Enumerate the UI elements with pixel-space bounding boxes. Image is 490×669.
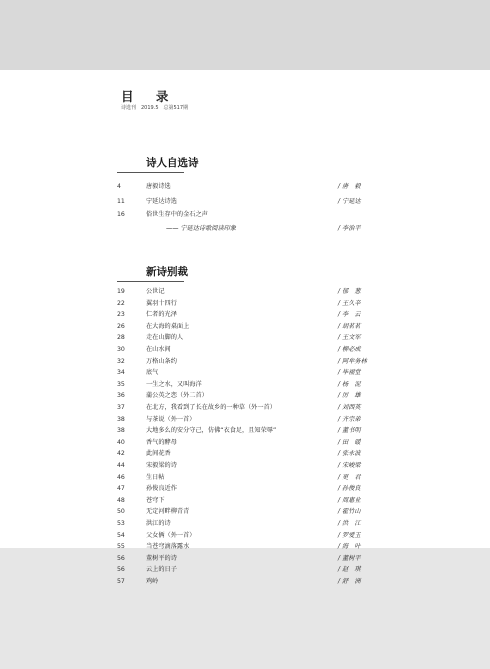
entry-title: 底气 [146, 369, 159, 377]
entry-author: / 更 君 [338, 473, 361, 481]
toc-entry[interactable] [0, 309, 490, 321]
entry-page-number: 23 [117, 311, 125, 319]
entry-title: 仁者的光泽 [146, 311, 177, 319]
entry-author: / 柳必成 [338, 346, 361, 353]
entry-title: 走在山脚的人 [146, 334, 184, 342]
toc-entry[interactable] [0, 472, 490, 484]
entry-title: 一生之水，又叫海洋 [146, 380, 202, 388]
entry-title: 孙俊良近作 [146, 485, 177, 493]
toc-entry[interactable] [0, 460, 490, 472]
entry-title: 父女俩（外一首） [146, 531, 196, 539]
toc-entry[interactable] [0, 321, 490, 333]
entry-title: 在山水间 [146, 346, 171, 353]
entry-page-number: 54 [117, 531, 125, 539]
entry-title: 洪江的诗 [146, 520, 171, 527]
toc-entry[interactable] [0, 576, 490, 588]
entry-title: 此间花香 [146, 450, 171, 458]
toc-entry[interactable] [0, 390, 490, 402]
entry-page-number: 40 [117, 438, 125, 446]
toc-entry[interactable] [0, 181, 490, 193]
entry-page-number: 48 [117, 496, 125, 504]
section-underline [117, 281, 184, 282]
toc-entry[interactable] [0, 209, 490, 221]
entry-page-number: 42 [117, 450, 125, 458]
entry-author: / 海 叶 [338, 543, 361, 551]
toc-entry[interactable] [0, 448, 490, 460]
entry-page-number: 50 [117, 508, 125, 516]
entry-page-number: 55 [117, 543, 125, 551]
entry-author: / 洪 江 [338, 520, 361, 527]
entry-page-number: 28 [117, 334, 125, 342]
entry-author: / 董树平 [338, 554, 361, 562]
entry-title: 宋毅梁的诗 [146, 462, 177, 469]
entry-author: / 唐 毅 [338, 183, 361, 190]
entry-author: / 霍竹山 [338, 508, 361, 516]
entry-page-number: 46 [117, 473, 125, 481]
entry-author: / 阿牟务林 [338, 357, 367, 365]
entry-page-number: 34 [117, 369, 125, 377]
toc-entry[interactable] [0, 425, 490, 437]
entry-title: 俗世生存中的金石之声 [146, 211, 208, 218]
entry-author: / 厉 雄 [338, 392, 361, 400]
entry-author: / 罗爱玉 [338, 531, 361, 539]
issue-info: 诗选刊 2019.5 总第517期 [121, 105, 189, 111]
toc-entry[interactable] [0, 367, 490, 379]
entry-title: 香气的酵母 [146, 438, 177, 446]
entry-page-number: 53 [117, 520, 125, 527]
toc-entry[interactable] [0, 298, 490, 310]
entry-page-number: 47 [117, 485, 125, 493]
toc-entry[interactable] [0, 530, 490, 542]
toc-entry[interactable] [0, 286, 490, 298]
entry-title: 生日帖 [146, 473, 165, 481]
entry-author: / 周惠业 [338, 496, 361, 504]
entry-title: 与茶说（外一首） [146, 415, 196, 423]
entry-page-number: 37 [117, 404, 125, 411]
entry-author: / 宋峻梁 [338, 462, 361, 469]
toc-entry[interactable] [0, 483, 490, 495]
entry-page-number: 4 [117, 183, 121, 190]
entry-page-number: 56 [117, 554, 125, 562]
section-title: 诗人自选诗 [146, 157, 199, 169]
toc-entry[interactable] [0, 402, 490, 414]
entry-title: 翼羽十四行 [146, 299, 177, 307]
entry-author: / 孙俊良 [338, 485, 361, 493]
entry-page-number: 38 [117, 427, 125, 435]
entry-author: / 舒 洲 [338, 578, 361, 585]
toc-entry[interactable] [0, 553, 490, 565]
entry-page-number: 44 [117, 462, 125, 469]
entry-author: / 赵 琪 [338, 566, 361, 574]
entry-page-number: 26 [117, 322, 125, 330]
entry-title: 公世记 [146, 288, 165, 295]
entry-title: 万格山条约 [146, 357, 177, 365]
toc-entry[interactable] [0, 196, 490, 208]
toc-entry[interactable] [0, 495, 490, 507]
entry-page-number: 35 [117, 380, 125, 388]
entry-author: / 郁 葱 [338, 288, 361, 295]
entry-title: 大地多么的安分守己，仿佛“衣食足，且知荣辱” [146, 427, 277, 435]
entry-author: / 王文军 [338, 334, 361, 342]
entry-title: 宁延达诗选 [146, 198, 177, 205]
entry-author: / 宁延达 [338, 198, 361, 205]
entry-page-number: 56 [117, 566, 125, 574]
entry-page-number: 38 [117, 415, 125, 423]
entry-title: 唐毅诗选 [146, 183, 171, 190]
entry-title: 苍穹下 [146, 496, 165, 504]
toc-entry[interactable] [0, 564, 490, 576]
entry-title: 无定河畔柳青青 [146, 508, 190, 516]
entry-author: / 齐宗弟 [338, 415, 361, 423]
entry-author: / 田 暖 [338, 438, 361, 446]
entry-title: 云上的日子 [146, 566, 177, 574]
entry-title: 蒲公英之恋（外二首） [146, 392, 208, 400]
entry-title: 董树平的诗 [146, 554, 177, 562]
toc-entry[interactable] [0, 223, 490, 235]
entry-page-number: 19 [117, 288, 125, 295]
entry-title: 当苍穹滴落露水 [146, 543, 190, 551]
entry-page-number: 16 [117, 211, 125, 218]
toc-entry[interactable] [0, 344, 490, 356]
entry-author: / 张永波 [338, 450, 361, 458]
entry-author: / 杨 泥 [338, 380, 361, 388]
entry-title: 在北方，我看到了长在故乡的一种草（外一首） [146, 404, 276, 411]
entry-author: / 李 云 [338, 311, 361, 319]
page-title: 目 录 [121, 89, 178, 104]
toc-entry[interactable] [0, 414, 490, 426]
toc-entry[interactable] [0, 506, 490, 518]
entry-author: / 刘西英 [338, 404, 361, 411]
entry-author: / 王久辛 [338, 299, 361, 307]
entry-title: 在大海的桌面上 [146, 322, 190, 330]
entry-author: / 董书明 [338, 427, 361, 435]
toc-entry[interactable] [0, 332, 490, 344]
entry-page-number: 32 [117, 357, 125, 365]
entry-page-number: 22 [117, 299, 125, 307]
entry-page-number: 36 [117, 392, 125, 400]
toc-entry[interactable] [0, 518, 490, 530]
toc-entry[interactable] [0, 437, 490, 449]
entry-author: / 毕福堂 [338, 369, 361, 377]
entry-title: 鸡岭 [146, 578, 159, 585]
entry-author: / 胡茗茗 [338, 322, 361, 330]
entry-page-number: 57 [117, 578, 125, 585]
entry-title: —— 宁延达诗歌阅读印象 [166, 225, 237, 232]
toc-entry[interactable] [0, 379, 490, 391]
toc-entry[interactable] [0, 541, 490, 553]
entry-page-number: 11 [117, 198, 125, 205]
entry-page-number: 30 [117, 346, 125, 353]
section-underline [117, 172, 184, 173]
section-title: 新诗别裁 [146, 266, 188, 278]
entry-author: / 李治平 [338, 225, 361, 232]
toc-entry[interactable] [0, 356, 490, 368]
